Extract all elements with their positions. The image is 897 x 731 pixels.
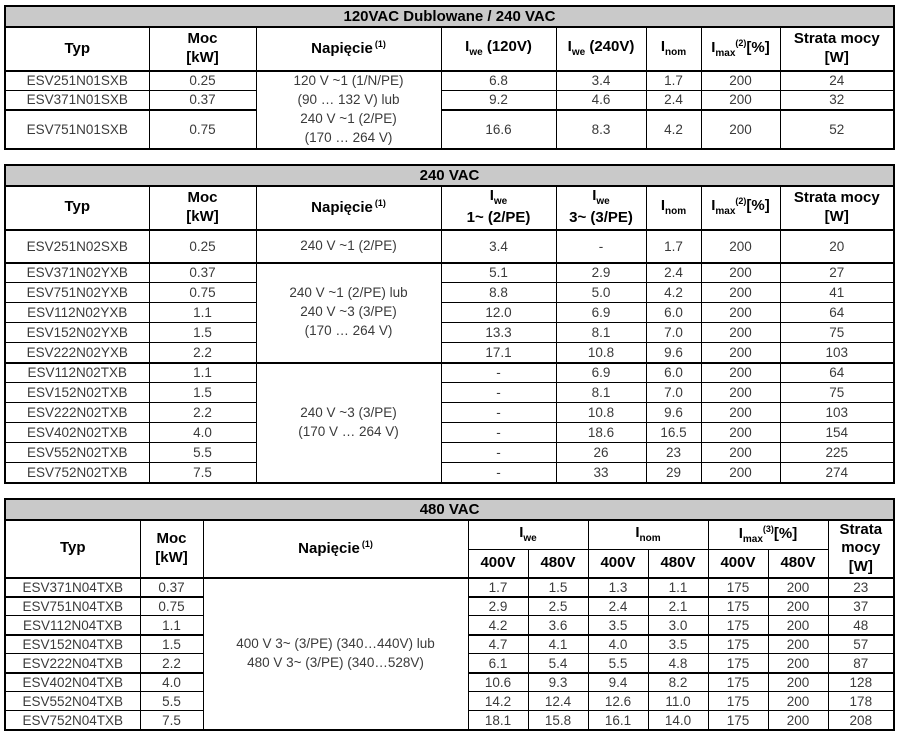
header-text: I	[711, 197, 716, 215]
header-napiecie	[256, 27, 441, 71]
value-cell: 200	[768, 616, 828, 635]
value-cell: 200	[768, 578, 828, 597]
typ-cell: ESV371N02YXB	[5, 263, 149, 283]
value-cell: 9.4	[588, 673, 648, 692]
moc-cell: 2.2	[149, 403, 256, 423]
value-cell: -	[441, 443, 556, 463]
header-line: mocy [W]	[841, 539, 881, 576]
header-subcol-480v: 480V	[528, 550, 588, 578]
value-cell: 175	[708, 692, 768, 711]
value-cell: 6.9	[556, 303, 646, 323]
table-title: 120VAC Dublowane / 240 VAC	[5, 6, 894, 27]
napiecie-line: 240 V ~3 (3/PE)	[300, 404, 397, 420]
header-line: [W]	[824, 49, 849, 66]
value-cell: 200	[701, 423, 780, 443]
footnote-ref: (2)	[735, 196, 747, 207]
moc-cell: 7.5	[140, 711, 203, 730]
header-line: Strata mocy	[793, 188, 880, 206]
napiecie-cell	[203, 578, 468, 730]
moc-cell: 1.5	[149, 383, 256, 403]
typ-cell: ESV402N02TXB	[5, 423, 149, 443]
napiecie-cell: 240 V ~1 (2/PE)	[256, 230, 441, 263]
moc-cell: 0.75	[149, 283, 256, 303]
header-iwe-120v	[441, 27, 556, 71]
table-row	[5, 71, 894, 90]
header-text: Napięcie	[298, 539, 360, 557]
value-cell: 18.6	[556, 423, 646, 443]
header-text: I	[660, 38, 666, 56]
typ-cell: ESV251N02SXB	[5, 230, 149, 263]
value-cell: 200	[701, 90, 780, 109]
table-240vac	[4, 164, 895, 484]
napiecie-line: 240 V ~1 (2/PE)	[300, 110, 397, 126]
moc-cell: 7.5	[149, 463, 256, 483]
header-sub: we	[493, 196, 508, 208]
typ-cell: ESV222N02TXB	[5, 403, 149, 423]
napiecie-line: (170 … 264 V)	[304, 129, 393, 145]
value-cell: 2.9	[468, 597, 528, 616]
header-line: Strata mocy	[793, 30, 880, 48]
header-group-imax	[708, 520, 828, 550]
value-cell: 14.0	[648, 711, 708, 730]
header-sub: nom	[665, 205, 687, 217]
value-cell: 12.0	[441, 303, 556, 323]
header-sub: max	[742, 533, 763, 545]
header-sub: nom	[639, 533, 661, 545]
header-napiecie	[203, 520, 468, 578]
moc-cell: 2.2	[140, 654, 203, 673]
typ-cell: ESV752N04TXB	[5, 711, 140, 730]
moc-cell: 4.0	[140, 673, 203, 692]
header-text: I	[635, 524, 640, 542]
header-text: I	[519, 524, 524, 542]
typ-cell: ESV152N02TXB	[5, 383, 149, 403]
typ-cell: ESV152N04TXB	[5, 635, 140, 654]
typ-cell: ESV152N02YXB	[5, 323, 149, 343]
footnote-ref: (1)	[361, 538, 373, 549]
value-cell: 9.2	[441, 90, 556, 109]
value-cell: 9.6	[646, 403, 701, 423]
value-cell: 5.1	[441, 263, 556, 283]
header-subcol-480v: 480V	[768, 550, 828, 578]
moc-cell: 1.1	[149, 303, 256, 323]
value-cell: 4.2	[468, 616, 528, 635]
header-napiecie	[256, 186, 441, 230]
typ-cell: ESV402N04TXB	[5, 673, 140, 692]
value-cell: 200	[701, 110, 780, 149]
footnote-ref: (2)	[735, 37, 747, 48]
header-inom	[646, 186, 701, 230]
value-cell: 37	[828, 597, 894, 616]
value-cell: 27	[780, 263, 894, 283]
value-cell: 3.5	[588, 616, 648, 635]
header-strata-mocy	[780, 186, 894, 230]
value-cell: 5.5	[588, 654, 648, 673]
header-sub: nom	[665, 47, 687, 59]
value-cell: 1.3	[588, 578, 648, 597]
header-sub: max	[715, 47, 736, 59]
table-row	[5, 423, 894, 443]
value-cell: 178	[828, 692, 894, 711]
napiecie-line: 480 V 3~ (3/PE) (340…528V)	[247, 654, 424, 670]
value-cell: 13.3	[441, 323, 556, 343]
table-row	[5, 463, 894, 483]
header-text: [%]	[746, 197, 770, 215]
value-cell: 200	[768, 635, 828, 654]
value-cell: 29	[646, 463, 701, 483]
value-cell: 48	[828, 616, 894, 635]
value-cell: 103	[780, 403, 894, 423]
header-strata-mocy	[780, 27, 894, 71]
header-text: [%]	[746, 38, 770, 56]
value-cell: 4.7	[468, 635, 528, 654]
table-row	[5, 90, 894, 109]
value-cell: 200	[701, 383, 780, 403]
table-row	[5, 403, 894, 423]
typ-cell: ESV552N02TXB	[5, 443, 149, 463]
value-cell: 8.1	[556, 323, 646, 343]
header-line: [W]	[824, 207, 849, 225]
value-cell: 15.8	[528, 711, 588, 730]
value-cell: 10.8	[556, 343, 646, 363]
moc-cell: 5.5	[140, 692, 203, 711]
table-row	[5, 443, 894, 463]
value-cell: 175	[708, 635, 768, 654]
header-strata-mocy	[828, 520, 894, 578]
value-cell: 4.2	[646, 283, 701, 303]
header-text: (120V)	[482, 38, 532, 56]
moc-cell: 0.25	[149, 230, 256, 263]
header-line: Moc	[187, 30, 218, 48]
header-typ: Typ	[5, 186, 149, 230]
value-cell: 200	[701, 363, 780, 383]
header-line: Moc	[156, 529, 187, 547]
table-row	[5, 283, 894, 303]
value-cell: 57	[828, 635, 894, 654]
header-imax	[701, 186, 780, 230]
typ-cell: ESV751N02YXB	[5, 283, 149, 303]
table-row	[5, 323, 894, 343]
value-cell: 6.9	[556, 363, 646, 383]
value-cell: 175	[708, 673, 768, 692]
header-sub: we	[596, 196, 610, 208]
value-cell: 64	[780, 303, 894, 323]
header-moc	[149, 27, 256, 71]
value-cell: 7.0	[646, 323, 701, 343]
value-cell: 175	[708, 578, 768, 597]
header-typ: Typ	[5, 520, 140, 578]
value-cell: 200	[701, 71, 780, 90]
typ-cell: ESV112N02YXB	[5, 303, 149, 323]
table-title: 480 VAC	[5, 499, 894, 520]
value-cell: 8.2	[648, 673, 708, 692]
value-cell: 175	[708, 711, 768, 730]
header-subcol-400v: 400V	[588, 550, 648, 578]
moc-cell: 0.25	[149, 71, 256, 90]
value-cell: 200	[701, 343, 780, 363]
moc-cell: 0.75	[140, 597, 203, 616]
header-text: I	[465, 38, 470, 56]
value-cell: 8.3	[556, 110, 646, 149]
value-cell: 200	[768, 597, 828, 616]
header-line	[559, 187, 644, 209]
value-cell: 4.6	[556, 90, 646, 109]
typ-cell: ESV751N04TXB	[5, 597, 140, 616]
napiecie-cell	[256, 263, 441, 363]
value-cell: 24	[780, 71, 894, 90]
moc-cell: 0.37	[149, 90, 256, 109]
footnote-ref: (1)	[374, 197, 386, 208]
value-cell: 200	[701, 283, 780, 303]
moc-cell: 0.37	[149, 263, 256, 283]
table-row	[5, 110, 894, 149]
value-cell: 1.5	[528, 578, 588, 597]
table-120vac-240vac	[4, 5, 895, 150]
value-cell: 2.9	[556, 263, 646, 283]
value-cell: 11.0	[648, 692, 708, 711]
header-text: (240V)	[585, 38, 635, 56]
value-cell: -	[441, 363, 556, 383]
header-iwe-240v	[556, 27, 646, 71]
value-cell: 208	[828, 711, 894, 730]
value-cell: 23	[646, 443, 701, 463]
value-cell: 200	[701, 263, 780, 283]
value-cell: 4.2	[646, 110, 701, 149]
value-cell: 2.4	[646, 90, 701, 109]
value-cell: 154	[780, 423, 894, 443]
header-moc	[149, 186, 256, 230]
header-text: I	[660, 196, 666, 214]
header-group-iwe	[468, 520, 588, 550]
header-inom	[646, 27, 701, 71]
value-cell: 41	[780, 283, 894, 303]
value-cell: 3.4	[556, 71, 646, 90]
value-cell: 6.1	[468, 654, 528, 673]
moc-cell: 1.5	[149, 323, 256, 343]
header-text: I	[567, 38, 572, 56]
value-cell: 175	[708, 597, 768, 616]
table-row	[5, 263, 894, 283]
value-cell: 3.4	[441, 230, 556, 263]
value-cell: 16.6	[441, 110, 556, 149]
table-row	[5, 343, 894, 363]
value-cell: 75	[780, 323, 894, 343]
header-text: I	[738, 524, 743, 542]
typ-cell: ESV752N02TXB	[5, 463, 149, 483]
value-cell: 7.0	[646, 383, 701, 403]
typ-cell: ESV552N04TXB	[5, 692, 140, 711]
value-cell: 200	[701, 303, 780, 323]
header-subcol-400v: 400V	[468, 550, 528, 578]
napiecie-line: (170 … 264 V)	[304, 323, 393, 338]
value-cell: 87	[828, 654, 894, 673]
value-cell: 4.0	[588, 635, 648, 654]
header-iwe-3ph	[556, 186, 646, 230]
value-cell: 6.0	[646, 363, 701, 383]
typ-cell: ESV371N04TXB	[5, 578, 140, 597]
header-line: Moc	[187, 188, 218, 206]
header-iwe-1ph	[441, 186, 556, 230]
value-cell: 4.8	[648, 654, 708, 673]
typ-cell: ESV751N01SXB	[5, 110, 149, 149]
footnote-ref: (3)	[762, 523, 774, 534]
value-cell: 16.5	[646, 423, 701, 443]
value-cell: 2.4	[646, 263, 701, 283]
header-text: [%]	[773, 524, 798, 542]
value-cell: 200	[768, 692, 828, 711]
napiecie-line: (170 V … 264 V)	[298, 423, 399, 439]
value-cell: 12.4	[528, 692, 588, 711]
header-sub: we	[523, 533, 537, 545]
value-cell: 1.7	[646, 71, 701, 90]
value-cell: 16.1	[588, 711, 648, 730]
value-cell: -	[441, 423, 556, 443]
value-cell: 1.1	[648, 578, 708, 597]
typ-cell: ESV112N04TXB	[5, 616, 140, 635]
value-cell: 33	[556, 463, 646, 483]
value-cell: 2.5	[528, 597, 588, 616]
value-cell: 8.1	[556, 383, 646, 403]
value-cell: 6.0	[646, 303, 701, 323]
table-row	[5, 303, 894, 323]
header-text: Napięcie	[311, 40, 373, 58]
value-cell: 2.1	[648, 597, 708, 616]
value-cell: 200	[701, 403, 780, 423]
value-cell: 200	[701, 443, 780, 463]
value-cell: 9.6	[646, 343, 701, 363]
header-line: [kW]	[155, 548, 188, 566]
header-text: I	[711, 38, 716, 56]
value-cell: 4.1	[528, 635, 588, 654]
value-cell: 200	[768, 654, 828, 673]
header-text: I	[592, 187, 597, 205]
value-cell: 225	[780, 443, 894, 463]
value-cell: 18.1	[468, 711, 528, 730]
typ-cell: ESV222N02YXB	[5, 343, 149, 363]
value-cell: 175	[708, 616, 768, 635]
value-cell: 10.6	[468, 673, 528, 692]
value-cell: 200	[701, 463, 780, 483]
value-cell: 5.4	[528, 654, 588, 673]
header-line: [kW]	[186, 49, 219, 66]
value-cell: 175	[708, 654, 768, 673]
napiecie-line: 240 V ~1 (2/PE) lub	[289, 285, 408, 301]
value-cell: 26	[556, 443, 646, 463]
value-cell: 200	[768, 673, 828, 692]
table-480vac	[4, 498, 895, 731]
value-cell: 128	[828, 673, 894, 692]
header-text: I	[489, 187, 494, 205]
moc-cell: 1.1	[140, 616, 203, 635]
value-cell: 20	[780, 230, 894, 263]
value-cell: 9.3	[528, 673, 588, 692]
value-cell: 2.4	[588, 597, 648, 616]
value-cell: 3.6	[528, 616, 588, 635]
value-cell: 200	[701, 230, 780, 263]
header-sub: we	[469, 47, 483, 59]
value-cell: 1.7	[468, 578, 528, 597]
value-cell: 12.6	[588, 692, 648, 711]
typ-cell: ESV112N02TXB	[5, 363, 149, 383]
moc-cell: 1.5	[140, 635, 203, 654]
footnote-ref: (1)	[374, 39, 386, 50]
value-cell: 64	[780, 363, 894, 383]
value-cell: 23	[828, 578, 894, 597]
moc-cell: 0.75	[149, 110, 256, 149]
value-cell: 6.8	[441, 71, 556, 90]
value-cell: 5.0	[556, 283, 646, 303]
moc-cell: 2.2	[149, 343, 256, 363]
value-cell: 3.0	[648, 616, 708, 635]
header-line: Strata	[839, 520, 883, 538]
header-line: 3~ (3/PE)	[569, 208, 633, 226]
value-cell: -	[441, 403, 556, 423]
typ-cell: ESV371N01SXB	[5, 90, 149, 109]
moc-cell: 4.0	[149, 423, 256, 443]
napiecie-line: 240 V ~3 (3/PE)	[300, 304, 397, 320]
value-cell: 3.5	[648, 635, 708, 654]
value-cell: 17.1	[441, 343, 556, 363]
value-cell: 75	[780, 383, 894, 403]
typ-cell: ESV251N01SXB	[5, 71, 149, 90]
typ-cell: ESV222N04TXB	[5, 654, 140, 673]
header-sub: max	[715, 206, 736, 218]
napiecie-line: 400 V 3~ (3/PE) (340…440V) lub	[236, 635, 435, 651]
header-subcol-400v: 400V	[708, 550, 768, 578]
header-typ: Typ	[5, 27, 149, 71]
table-row	[5, 363, 894, 383]
header-group-inom	[588, 520, 708, 550]
value-cell: -	[441, 383, 556, 403]
value-cell: 52	[780, 110, 894, 149]
header-subcol-480v: 480V	[648, 550, 708, 578]
header-sub: we	[571, 47, 586, 59]
moc-cell: 5.5	[149, 443, 256, 463]
table-row	[5, 383, 894, 403]
value-cell: 274	[780, 463, 894, 483]
value-cell: 10.8	[556, 403, 646, 423]
value-cell: 1.7	[646, 230, 701, 263]
header-line	[444, 187, 554, 209]
value-cell: 103	[780, 343, 894, 363]
napiecie-line: (90 … 132 V) lub	[297, 91, 400, 107]
header-line: 1~ (2/PE)	[466, 208, 531, 226]
value-cell: -	[441, 463, 556, 483]
value-cell: 14.2	[468, 692, 528, 711]
header-moc	[140, 520, 203, 578]
napiecie-line: 120 V ~1 (1/N/PE)	[293, 73, 404, 88]
napiecie-cell	[256, 71, 441, 149]
value-cell: -	[556, 230, 646, 263]
header-line: [kW]	[186, 207, 219, 225]
table-row	[5, 578, 894, 597]
moc-cell: 1.1	[149, 363, 256, 383]
napiecie-cell	[256, 363, 441, 483]
header-text: Napięcie	[311, 198, 373, 216]
table-title: 240 VAC	[5, 165, 894, 186]
table-row	[5, 230, 894, 263]
value-cell: 32	[780, 90, 894, 109]
value-cell: 200	[701, 323, 780, 343]
moc-cell: 0.37	[140, 578, 203, 597]
value-cell: 8.8	[441, 283, 556, 303]
header-imax	[701, 27, 780, 71]
value-cell: 200	[768, 711, 828, 730]
